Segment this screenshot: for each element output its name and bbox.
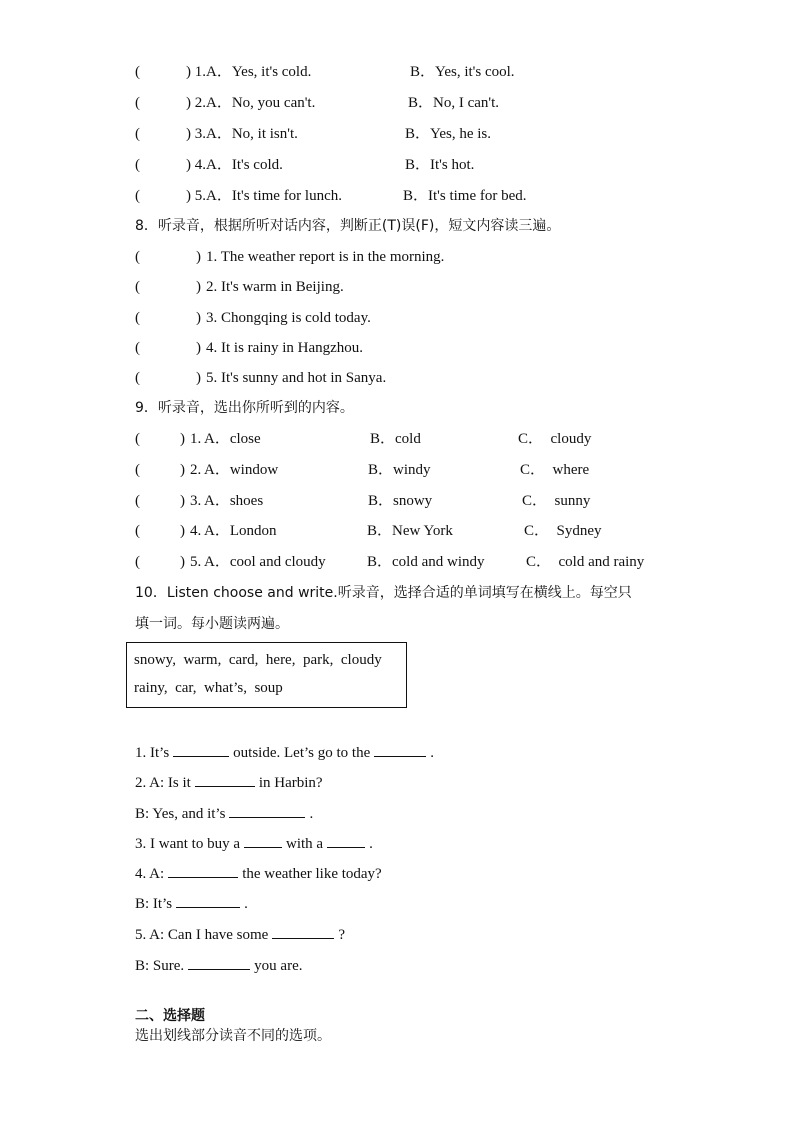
s9-q1-c: C． cloudy xyxy=(518,431,592,447)
section9-title: 9．听录音，选出你所听到的内容。 xyxy=(135,400,354,416)
s9-q5-c: C． cold and rainy xyxy=(526,554,645,570)
s8-item-4: 4. It is rainy in Hangzhou. xyxy=(206,340,364,356)
s10-q4b: B: It’s . xyxy=(135,893,248,913)
s9-q3-c: C． sunny xyxy=(522,493,591,509)
s9-q4-c: C． Sydney xyxy=(524,523,602,539)
part2-instruction: 选出划线部分读音不同的选项。 xyxy=(135,1028,331,1044)
s7-q1-a: ) 1.A．Yes, it's cold. xyxy=(186,64,312,80)
s7-q4-a: ) 4.A．It's cold. xyxy=(186,157,283,173)
blank-input[interactable] xyxy=(168,863,238,878)
s7-q5-a: ) 5.A．It's time for lunch. xyxy=(186,188,343,204)
s9-q5-b: B．cold and windy xyxy=(367,554,485,570)
s7-q3-a: ) 3.A．No, it isn't. xyxy=(186,126,298,142)
s7-q1-paren: ( xyxy=(135,64,140,80)
s9-q1-a: A．close xyxy=(204,431,261,447)
s7-q4-b: B．It's hot. xyxy=(405,157,475,173)
s9-q1-num: 1. xyxy=(190,431,202,447)
s9-q3-num: 3. xyxy=(190,493,202,509)
blank-input[interactable] xyxy=(327,833,365,848)
blank-input[interactable] xyxy=(374,742,426,757)
s9-q4-b: B．New York xyxy=(367,523,453,539)
section8-title: 8．听录音，根据所听对话内容，判断正(T)误(F)，短文内容读三遍。 xyxy=(135,218,561,234)
s9-q5-a: A．cool and cloudy xyxy=(204,554,326,570)
blank-input[interactable] xyxy=(244,833,282,848)
s9-q2-num: 2. xyxy=(190,462,202,478)
s10-q4: 4. A: the weather like today? xyxy=(135,863,382,883)
s10-q2b: B: Yes, and it’s . xyxy=(135,803,313,823)
s9-q2-b: B．windy xyxy=(368,462,431,478)
s9-q4-a: A．London xyxy=(204,523,277,539)
s7-q2-paren: ( xyxy=(135,95,140,111)
s7-q4-paren: ( xyxy=(135,157,140,173)
s10-q1: 1. It’s outside. Let’s go to the . xyxy=(135,742,434,762)
word-bank-line2: rainy, car, what’s, soup xyxy=(134,680,283,696)
s7-q1-b: B．Yes, it's cool. xyxy=(410,64,515,80)
word-bank-box xyxy=(126,642,407,708)
s8-item-1: 1. The weather report is in the morning. xyxy=(206,249,445,265)
section10-title-line1: 10．Listen choose and write.听录音，选择合适的单词填写在横线上。每空只 xyxy=(135,585,632,601)
s10-q3: 3. I want to buy a with a . xyxy=(135,833,373,853)
blank-input[interactable] xyxy=(176,893,240,908)
s10-q2: 2. A: Is it in Harbin? xyxy=(135,772,323,792)
part2-heading: 二、选择题 xyxy=(135,1008,205,1024)
s7-q2-a: ) 2.A．No, you can't. xyxy=(186,95,316,111)
s9-q5-num: 5. xyxy=(190,554,202,570)
s9-q3-a: A．shoes xyxy=(204,493,264,509)
blank-input[interactable] xyxy=(229,803,305,818)
s7-q3-b: B．Yes, he is. xyxy=(405,126,491,142)
s7-q3-paren: ( xyxy=(135,126,140,142)
s8-item-5: 5. It's sunny and hot in Sanya. xyxy=(206,370,387,386)
s7-q2-b: B．No, I can't. xyxy=(408,95,500,111)
blank-input[interactable] xyxy=(173,742,229,757)
s7-q5-paren: ( xyxy=(135,188,140,204)
blank-input[interactable] xyxy=(188,955,250,970)
s8-item-2: 2. It's warm in Beijing. xyxy=(206,279,344,295)
s8-item-3: 3. Chongqing is cold today. xyxy=(206,310,371,326)
blank-input[interactable] xyxy=(195,772,255,787)
s9-q2-a: A．window xyxy=(204,462,279,478)
s9-q2-c: C． where xyxy=(520,462,590,478)
word-bank-line1: snowy, warm, card, here, park, cloudy xyxy=(134,652,382,668)
s9-q3-b: B．snowy xyxy=(368,493,433,509)
s9-q4-num: 4. xyxy=(190,523,202,539)
s7-q5-b: B．It's time for bed. xyxy=(403,188,527,204)
section10-title-line2: 填一词。每小题读两遍。 xyxy=(135,616,289,632)
s10-q5b: B: Sure. you are. xyxy=(135,955,302,975)
s9-q1-b: B．cold xyxy=(370,431,421,447)
blank-input[interactable] xyxy=(272,924,334,939)
s10-q5: 5. A: Can I have some ? xyxy=(135,924,345,944)
